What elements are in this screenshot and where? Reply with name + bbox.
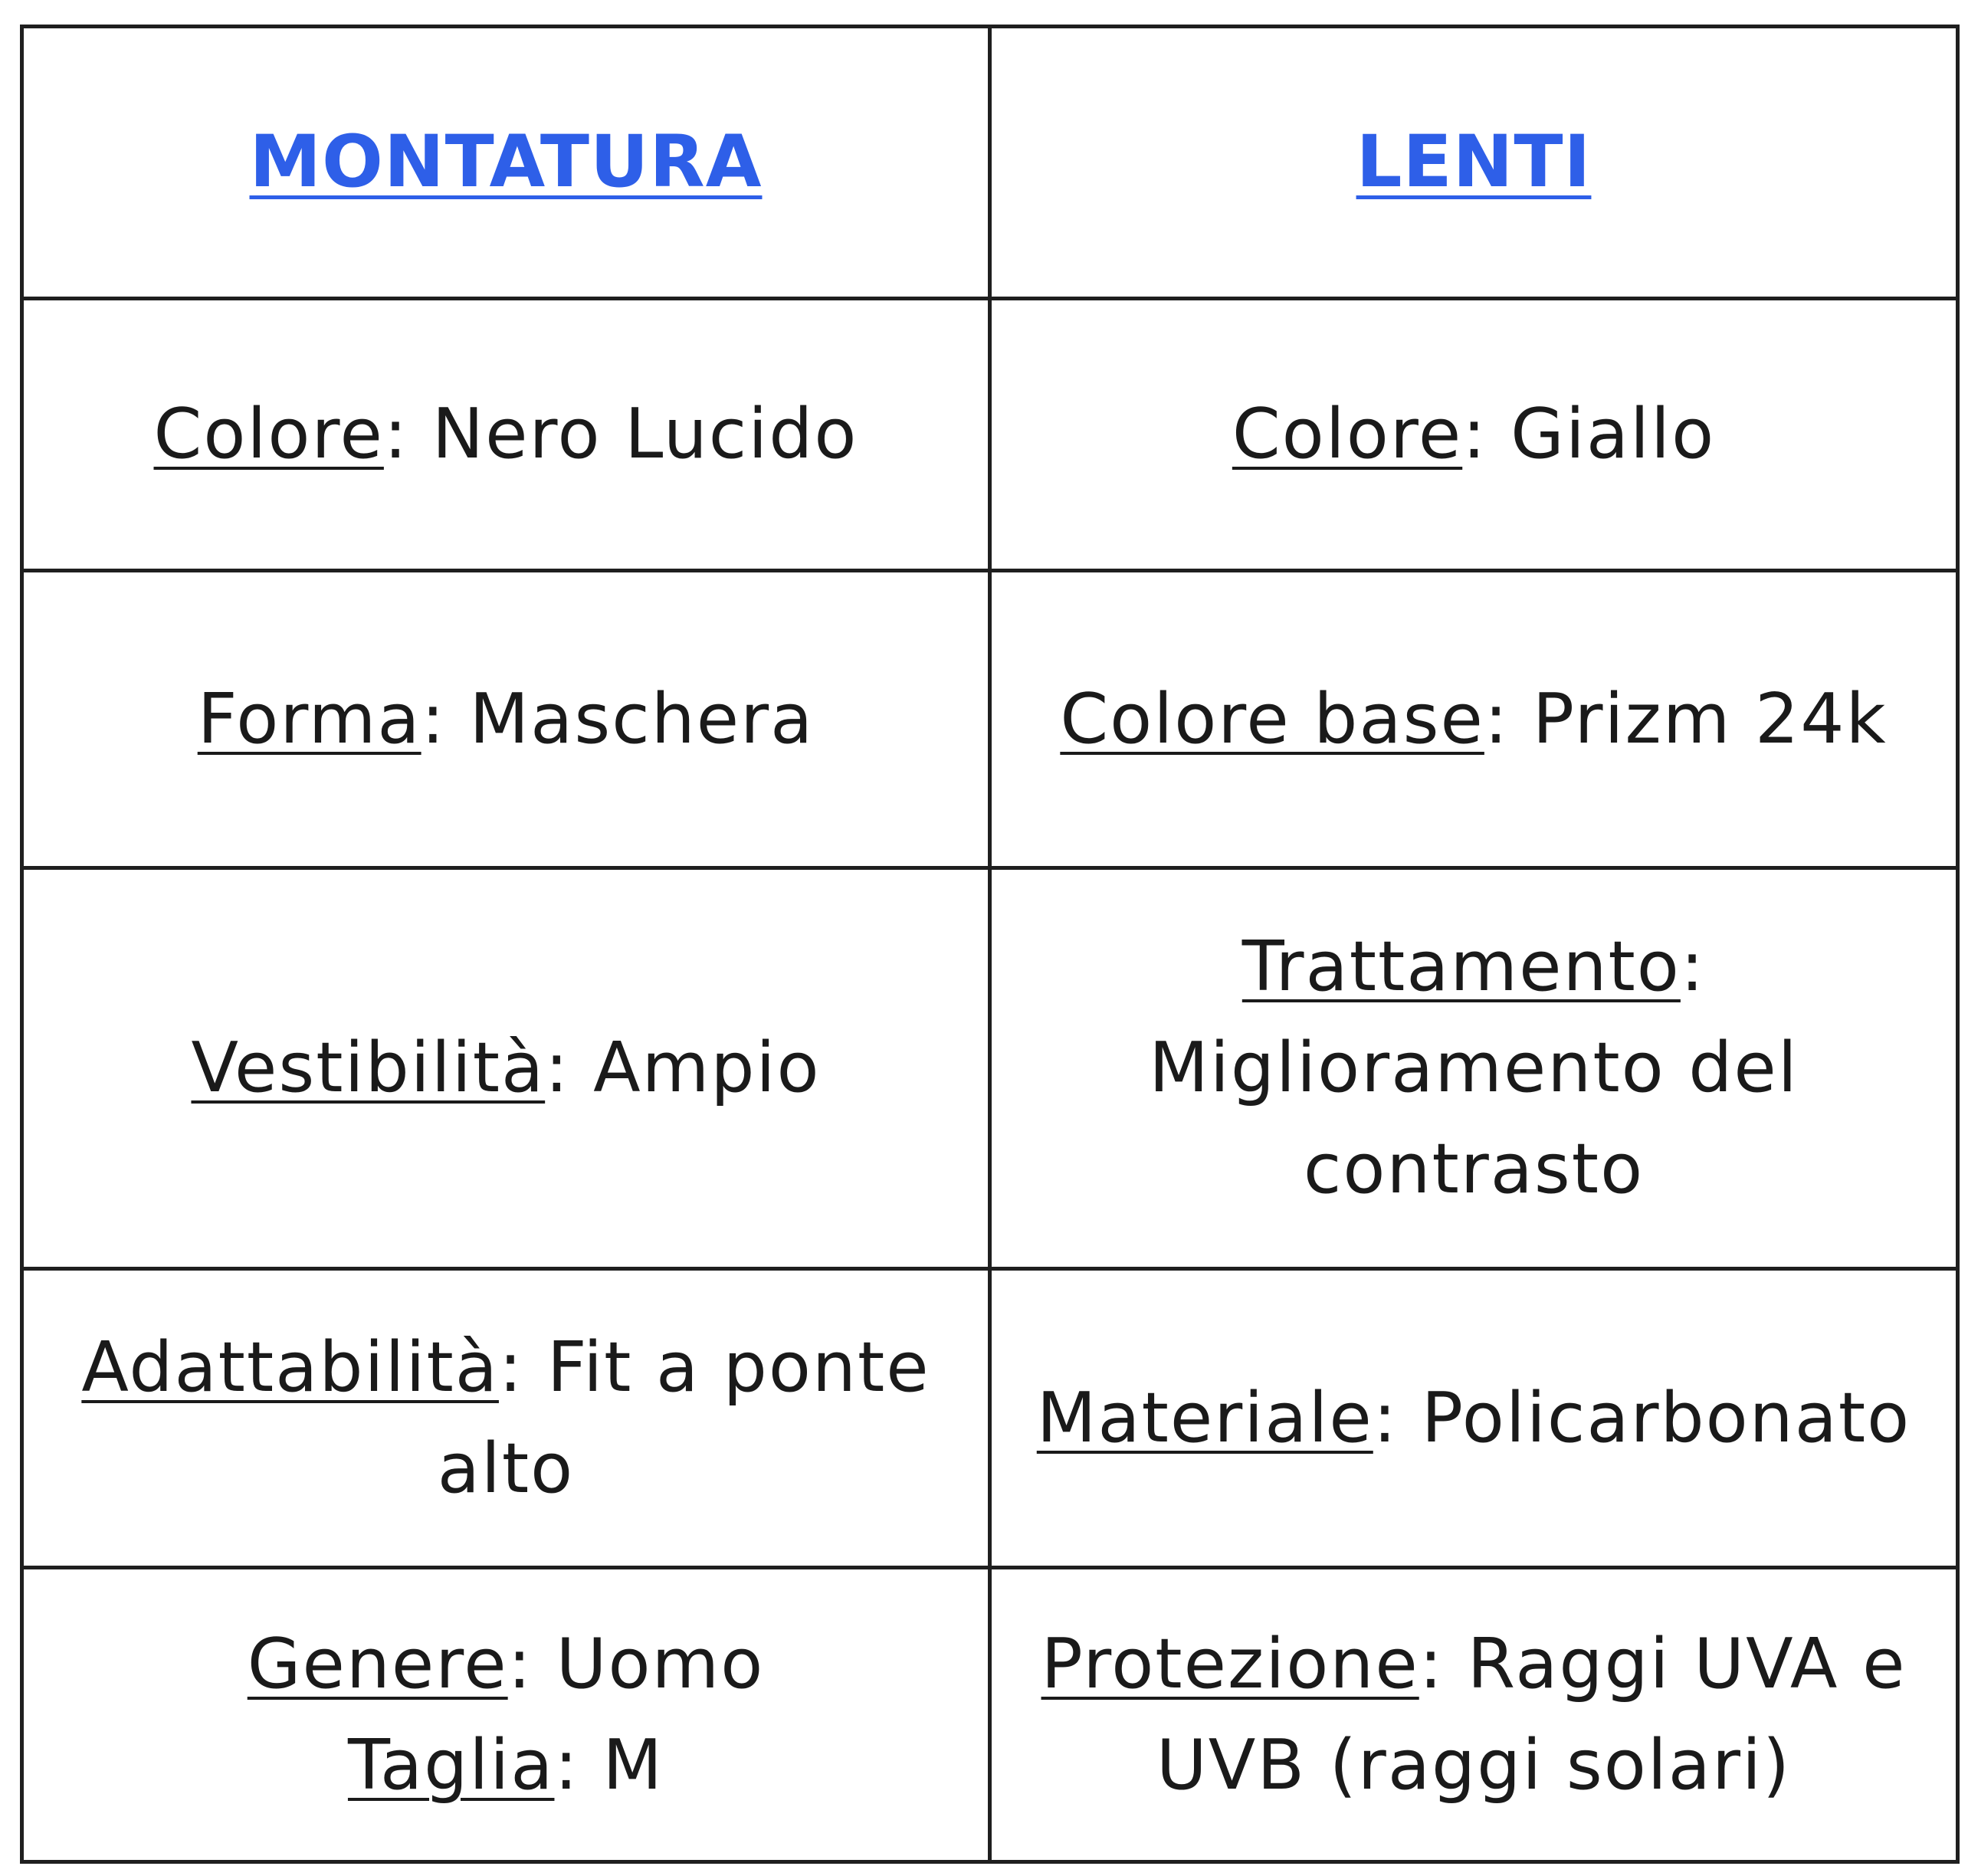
spec-value: Maschera xyxy=(445,678,815,759)
spec-separator: : xyxy=(1484,678,1510,759)
spec-value: Prizm 24k xyxy=(1509,678,1888,759)
header-lenti: LENTI xyxy=(1356,120,1592,204)
spec-separator: : xyxy=(545,1028,570,1108)
spec-key: Trattamento xyxy=(1241,927,1681,1007)
spec-separator: : xyxy=(1419,1623,1445,1704)
spec-value-line-2: contrasto xyxy=(1303,1129,1645,1209)
spec-separator: : xyxy=(498,1327,524,1408)
spec-line xyxy=(1013,917,1934,1018)
spec-separator: : xyxy=(1373,1377,1399,1458)
table-cell xyxy=(22,1269,990,1568)
table-cell xyxy=(990,868,1958,1269)
spec-separator: : xyxy=(507,1623,533,1704)
spec-value: Policarbonato xyxy=(1398,1377,1911,1458)
spec-table xyxy=(20,25,1960,1864)
spec-separator: : xyxy=(1680,927,1706,1007)
spec-key: Colore xyxy=(153,394,384,474)
spec-value: Ampio xyxy=(569,1028,821,1108)
spec-key: Colore xyxy=(1232,394,1463,474)
spec-key: Protezione xyxy=(1041,1623,1419,1704)
spec-key: Adattabilità xyxy=(81,1327,499,1408)
table-cell xyxy=(990,299,1958,571)
spec-line xyxy=(54,1317,957,1418)
spec-value-line-2: alto xyxy=(437,1428,575,1509)
spec-value-line-1: Miglioramento del xyxy=(1149,1028,1799,1108)
spec-value: Nero Lucido xyxy=(408,394,858,474)
spec-key: Forma xyxy=(197,678,421,759)
table-header-row xyxy=(22,27,1958,299)
spec-value-line-2: UVB (raggi solari) xyxy=(1156,1724,1792,1805)
spec-line xyxy=(54,1614,957,1715)
spec-key: Genere xyxy=(247,1623,508,1704)
spec-value-line-1: Raggi UVA e xyxy=(1444,1623,1907,1704)
table-cell xyxy=(22,571,990,868)
spec-key: Colore base xyxy=(1060,678,1484,759)
header-montatura: MONTATURA xyxy=(249,120,763,204)
spec-separator: : xyxy=(421,678,446,759)
table-cell xyxy=(990,1568,1958,1862)
table-cell xyxy=(22,868,990,1269)
table-cell xyxy=(22,1568,990,1862)
spec-separator: : xyxy=(554,1724,579,1805)
table-cell xyxy=(990,1269,1958,1568)
table-cell xyxy=(990,571,1958,868)
spec-key: Taglia xyxy=(347,1724,555,1805)
spec-separator: : xyxy=(1462,394,1487,474)
table-row xyxy=(22,299,1958,571)
spec-line xyxy=(1013,1614,1934,1715)
spec-separator: : xyxy=(383,394,409,474)
header-cell-montatura xyxy=(22,27,990,299)
table-cell xyxy=(22,299,990,571)
table-row xyxy=(22,571,1958,868)
spec-value: Uomo xyxy=(532,1623,765,1704)
table-row xyxy=(22,1568,1958,1862)
spec-value: Giallo xyxy=(1487,394,1716,474)
spec-line xyxy=(54,1715,957,1816)
spec-value: M xyxy=(579,1724,664,1805)
spec-value-line-1: Fit a ponte xyxy=(523,1327,930,1408)
spec-key: Materiale xyxy=(1036,1377,1373,1458)
table-row xyxy=(22,868,1958,1269)
table-row xyxy=(22,1269,1958,1568)
spec-key: Vestibilità xyxy=(191,1028,546,1108)
header-cell-lenti xyxy=(990,27,1958,299)
